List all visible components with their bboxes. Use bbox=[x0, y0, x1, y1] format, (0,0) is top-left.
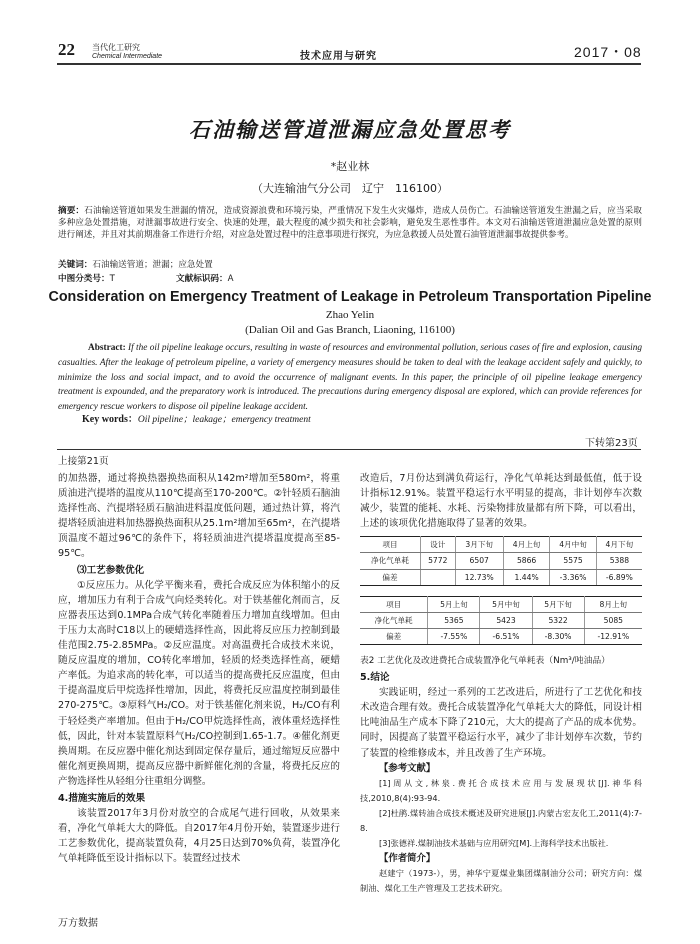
abstract-en: Abstract: If the oil pipeline leakage occurs, resulting in waste of resources and environmental pollution, serious cases of fire and explosion, causing casualties. After the leakage of petroleum pipeline, a variety of emergency measures should be taken to deal with the leakage accident safely and quickly, to minimize the loss and social impact, and to avoid the occurrence of malignant events. In this paper, the principle of oil pipeline leakage emergency treatment is expounded, and the preparatory work is introduced. The precautions during emergency disposal are explored, which can provide references for emergency rescue workers to dispose oil pipeline leakage accident. bbox=[58, 343, 642, 413]
table-cell: -6.89% bbox=[596, 569, 642, 585]
table-cell: -6.51% bbox=[480, 628, 532, 644]
table-cell: 5365 bbox=[428, 612, 480, 628]
table-cell: -3.36% bbox=[550, 569, 596, 585]
abstract-cn-label: 摘要： bbox=[58, 206, 85, 216]
right-column bbox=[360, 471, 642, 896]
doc-label: 文献标识码： bbox=[176, 274, 228, 284]
left-paragraph-2: ①反应压力。从化学平衡来看，费托合成反应为体积缩小的反应，增加压力有利于合成气向烃类转化。对于铁基催化剂而言，反应器表压达到0.1MPa合成气转化率随着压力增加直线增加。但由于压力太高时C18以上的硬蜡选择性高，因此将反应压力控制到最佳范围2.75-2.85MPa。②反应温度。对高温费托合成技术来说，随反应温度的增加，CO转化率增加，轻质的烃类选择性高，硬蜡产率低。为追求高的转化率，可以适当的提高费托反应温度，但由于提高温度后甲烷选择性增加，因此，将费托反应温度控制到最佳270-275℃。③原料气H₂/CO。对于铁基催化剂来说，H₂/CO有利于轻烃类产率增加。但由于H₂/CO甲烷选择性高，液体重烃选择性低，因此，针对本装置原料气H₂/CO控制到1.65-1.7。④催化剂更换周期。在反应器中催化剂达到固定保存量后，通过缩短反应器中催化剂更换周期，提高反应器中新鲜催化剂的含量，将费托反应的产物选择性从轻组分往重组分调整。 bbox=[58, 579, 340, 787]
references-list bbox=[360, 776, 642, 851]
table-cell: -8.30% bbox=[532, 628, 584, 644]
table-cell: 4月中旬 bbox=[550, 537, 596, 553]
table-caption: 表2 工艺优化及改进费托合成装置净化气单耗表（Nm³/吨油品） bbox=[360, 655, 610, 666]
author-bio: 赵建宁（1973-），男，神华宁夏煤业集团煤制油分公司；研究方向：煤制油、煤化工生产管理及工艺技术研究。 bbox=[360, 867, 642, 893]
data-table-1 bbox=[360, 536, 642, 585]
table-cell: 净化气单耗 bbox=[360, 553, 420, 569]
table-cell: 5月下旬 bbox=[532, 596, 584, 612]
heading-effects: 4.措施实施后的效果 bbox=[58, 792, 146, 804]
keywords-cn bbox=[58, 258, 213, 270]
abstract-cn-text: 石油输送管道如果发生泄漏的情况，造成资源浪费和环境污染，严重情况下发生火灾爆炸，造成人员伤亡。石油输送管道发生泄漏之后，应当采取多种应急处置措施，对泄漏事故进行安全、快速的处理，最大程度的减少损失和社会影响，避免发生恶性事件。本文对石油输送管道泄漏应急处置的原则进行阐述，并且对其前期准备工作进行介绍，对应急处置过程中的注意事项进行探究，为应急救援人员处置石油管道泄漏事故提供参考。 bbox=[58, 206, 642, 240]
article-title-en: Consideration on Emergency Treatment of Leakage in Petroleum Transportation Pipeline bbox=[48, 289, 652, 305]
continued-to: 下转第23页 bbox=[585, 438, 638, 449]
reference-item: [3]张德祥.煤制油技术基础与应用研究[M].上海科学技术出版社. bbox=[379, 837, 609, 848]
author-en: Zhao Yelin bbox=[325, 309, 375, 321]
table-cell: 5月中旬 bbox=[480, 596, 532, 612]
left-paragraph-3: 该装置2017年3月份对放空的合成尾气进行回收，从效果来看，净化气单耗大大的降低。自2017年4月份开始，装置逐步进行工艺参数优化，提高装置负荷，4月25日达到70%负荷，装置净化气单耗降低至设计指标以下。装置经过技术 bbox=[58, 808, 340, 865]
table-cell: 5085 bbox=[584, 612, 642, 628]
keywords-cn-text: 石油输送管道；泄漏；应急处置 bbox=[92, 260, 213, 270]
footer-watermark: 万方数据 bbox=[58, 918, 98, 929]
clc-value: T bbox=[109, 274, 115, 284]
table-cell: -12.91% bbox=[584, 628, 642, 644]
subheading-process-params: ⑶工艺参数优化 bbox=[77, 564, 145, 576]
article-title-cn: 石油输送管道泄漏应急处置思考 bbox=[189, 117, 511, 142]
table-row bbox=[360, 537, 642, 553]
reference-item: [1]周从文,林泉.费托合成技术应用与发展现状[J].神华科技,2010,8(4):93-94. bbox=[360, 777, 642, 803]
affiliation-cn: （大连输油气分公司 辽宁 116100） bbox=[252, 182, 448, 195]
table-cell: 5322 bbox=[532, 612, 584, 628]
journal-name-en: Chemical Intermediate bbox=[92, 53, 163, 60]
table-cell: 5772 bbox=[420, 553, 455, 569]
reference-item: [2]杜鹃.煤转油合成技术概述及研究进展[J].内蒙古宏友化工,2011(4):7-8. bbox=[360, 807, 642, 833]
table-cell: -7.55% bbox=[428, 628, 480, 644]
clc-label: 中图分类号： bbox=[58, 274, 110, 284]
author-cn: *赵业林 bbox=[330, 160, 370, 173]
table-cell: 5575 bbox=[550, 553, 596, 569]
right-paragraph-1: 改造后，7月份达到满负荷运行，净化气单耗达到最低值，低于设计指标12.91%。装置平稳运行水平明显的提高，非计划停车次数减少，装置的能耗、水耗、污染物排放量都有所下降，可以看出，上述的该项优化措施取得了显著的效果。 bbox=[360, 473, 642, 530]
author-bio-heading: 【作者简介】 bbox=[379, 852, 436, 864]
journal-name-cn: 当代化工研究 bbox=[92, 43, 140, 52]
table-row bbox=[360, 553, 642, 569]
table-cell: 3月下旬 bbox=[455, 537, 503, 553]
table-cell: 偏差 bbox=[360, 628, 428, 644]
keywords-en: Key words：Oil pipeline；leakage；emergency treatment bbox=[82, 414, 311, 425]
table-cell: 5月上旬 bbox=[428, 596, 480, 612]
table-cell: 项目 bbox=[360, 537, 420, 553]
table-cell: 12.73% bbox=[455, 569, 503, 585]
left-column bbox=[58, 471, 340, 866]
table-cell: 1.44% bbox=[503, 569, 549, 585]
right-paragraph-2: 实践证明，经过一系列的工艺改进后，所进行了工艺优化和技术改造合理有效。费托合成装置净化气单耗大大的降低，同设计相比吨油品生产成本下降了210元，大大的提高了产品的成本优势。同时，因提高了装置平稳运行水平，减少了非计划停车次数，节约了装置的检维修成本，并且改善了生产环境。 bbox=[360, 687, 642, 759]
header-rule bbox=[57, 63, 641, 65]
table-cell: 设计 bbox=[420, 537, 455, 553]
affiliation-en: (Dalian Oil and Gas Branch, Liaoning, 116100) bbox=[245, 324, 455, 336]
heading-conclusion: 5.结论 bbox=[360, 672, 390, 684]
issue-number: 2017・08 bbox=[574, 44, 642, 60]
page-number: 22 bbox=[58, 40, 75, 59]
section-title: 技术应用与研究 bbox=[300, 51, 377, 62]
keywords-en-label: Key words bbox=[82, 414, 128, 425]
table-cell: 4月上旬 bbox=[503, 537, 549, 553]
table-cell: 5423 bbox=[480, 612, 532, 628]
left-paragraph-1: 的加热器，通过将换热器换热面积从142m²增加至580m²，将重质油进汽提塔的温度从110℃提高至170-200℃。②针轻质石脑油选择性高、汽提塔轻质石脑油进料温度低问题，通过热计算，将汽提塔轻质油进料加热器换热面积从25.1m²增加至65m²，在汽提塔顶温度不超过96℃的条件下，将轻质油进汽提塔温度提高至85-95℃。 bbox=[58, 473, 340, 560]
table-row bbox=[360, 596, 642, 612]
table-row bbox=[360, 569, 642, 585]
doc-value: A bbox=[227, 274, 234, 284]
table-row bbox=[360, 628, 642, 644]
keywords-cn-label: 关键词： bbox=[58, 260, 93, 270]
classification-row bbox=[58, 272, 234, 284]
section-rule bbox=[57, 449, 641, 450]
keywords-en-text: Oil pipeline；leakage；emergency treatment bbox=[137, 415, 311, 425]
table-cell: 净化气单耗 bbox=[360, 612, 428, 628]
table-cell bbox=[420, 569, 455, 585]
table-cell: 项目 bbox=[360, 596, 428, 612]
data-table-2 bbox=[360, 596, 642, 645]
references-heading: 【参考文献】 bbox=[379, 762, 436, 774]
table-cell: 偏差 bbox=[360, 569, 420, 585]
table-row bbox=[360, 612, 642, 628]
continued-from: 上接第21页 bbox=[58, 456, 109, 467]
table-cell: 8月上旬 bbox=[584, 596, 642, 612]
table-cell: 5866 bbox=[503, 553, 549, 569]
table-cell: 4月下旬 bbox=[596, 537, 642, 553]
abstract-en-text: If the oil pipeline leakage occurs, resulting in waste of resources and environmental pollution, serious cases of fire and explosion, causing casualties. After the leakage of petroleum pipeline, a variety of emergency measures should be taken to deal with the leakage accident safely and quickly, to minimize the loss and social impact, and to avoid the occurrence of malignant events. In this paper, the principle of oil pipeline leakage emergency treatment is expounded, and the preparatory work is introduced. The precautions during emergency disposal are explored, which can provide references for emergency rescue workers to dispose oil pipeline leakage accident. bbox=[58, 343, 642, 413]
abstract-cn bbox=[58, 205, 642, 241]
table-cell: 6507 bbox=[455, 553, 503, 569]
abstract-en-label: Abstract bbox=[88, 343, 123, 353]
doc-code bbox=[176, 272, 233, 284]
table-cell: 5388 bbox=[596, 553, 642, 569]
